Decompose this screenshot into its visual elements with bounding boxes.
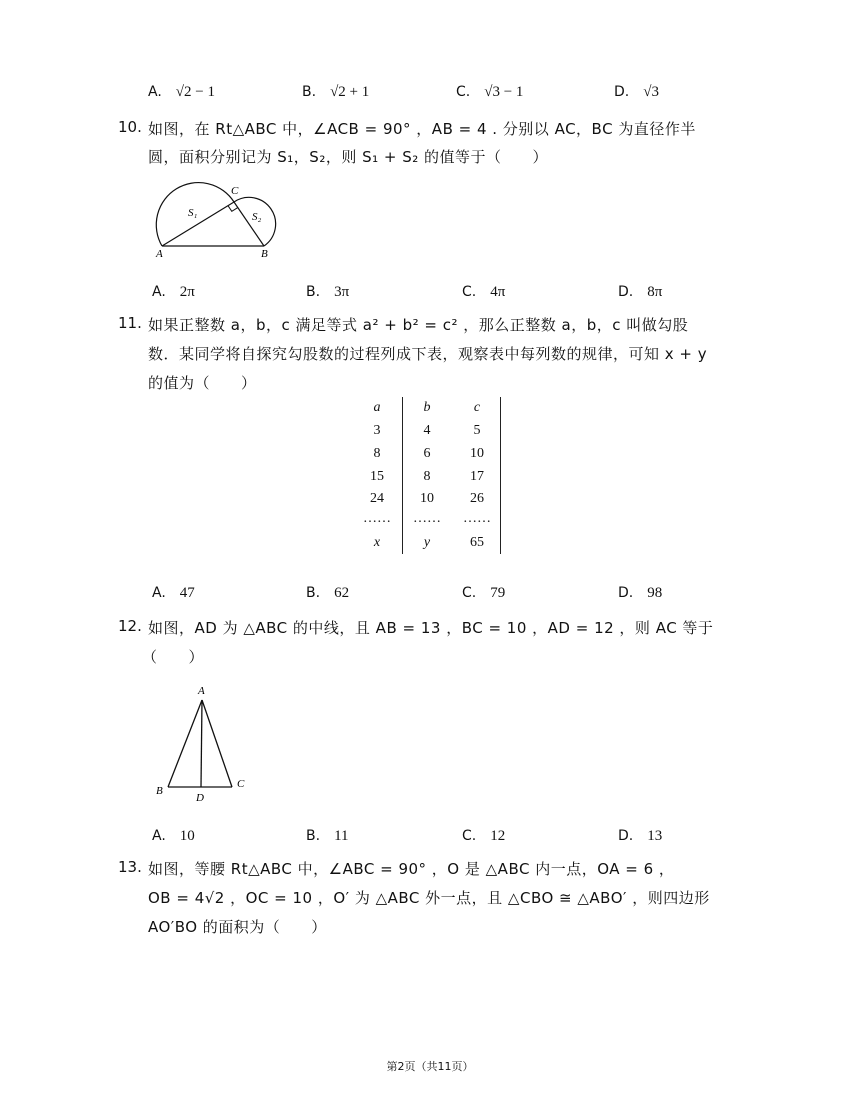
- q11-option-b: [306, 583, 349, 602]
- table-header-row: [352, 400, 502, 416]
- table-cell: 24: [370, 491, 384, 506]
- q10-option-c: [462, 282, 505, 301]
- q9-option-d: [614, 82, 659, 101]
- option-value: 8π: [647, 284, 663, 300]
- table-row: [352, 423, 502, 439]
- question-text-line: 如图，AD 为 △ABC 的中线，且 AB = 13 ，BC = 10 ，AD = 12 ，则 AC 等于: [148, 619, 714, 637]
- table-cell: 65: [470, 535, 484, 550]
- q9-option-b: [302, 82, 369, 101]
- triangle-figure: [150, 680, 260, 806]
- table-cell: 5: [473, 423, 481, 438]
- table-cell: 6: [423, 446, 431, 461]
- option-value: 79: [490, 585, 506, 601]
- question-text-line: AO′BO 的面积为（ ）: [148, 918, 327, 936]
- table-cell: 8: [373, 446, 381, 461]
- option-value: 98: [647, 585, 663, 601]
- option-letter: D.: [618, 585, 634, 601]
- option-letter: D.: [618, 828, 634, 844]
- option-letter: B.: [306, 828, 321, 844]
- q11-option-d: [618, 583, 662, 602]
- option-value: 62: [334, 585, 350, 601]
- figure-label-a: A: [198, 685, 205, 697]
- option-value: √3: [643, 84, 659, 100]
- figure-label-c: C: [237, 778, 245, 790]
- option-value: 4π: [490, 284, 506, 300]
- pythagorean-table: [352, 397, 504, 554]
- figure-label-s2: S₂: [252, 211, 262, 223]
- question-text-line: （ ）: [142, 648, 205, 666]
- question-number: 13.: [118, 858, 142, 876]
- option-letter: C.: [456, 84, 471, 100]
- table-header: b: [423, 400, 431, 415]
- option-value: 47: [179, 585, 195, 601]
- option-value: √3 − 1: [484, 84, 524, 100]
- option-value: 12: [490, 828, 506, 844]
- table-row: [352, 469, 502, 485]
- q10-option-d: [618, 282, 662, 301]
- q12-option-b: [306, 826, 349, 845]
- table-header: c: [473, 400, 481, 415]
- figure-label-c: C: [231, 185, 239, 197]
- q11-option-c: [462, 583, 505, 602]
- table-header: a: [373, 400, 381, 415]
- question-number: 11.: [118, 314, 142, 332]
- question-text-line: 数．某同学将自探究勾股数的过程列成下表，观察表中每列数的规律，可知 x + y: [148, 345, 708, 363]
- table-row: [352, 511, 502, 527]
- table-cell: 8: [423, 469, 431, 484]
- question-text-line: 的值为（ ）: [148, 374, 257, 392]
- option-letter: A.: [152, 585, 166, 601]
- figure-label-b: B: [261, 248, 268, 260]
- option-letter: A.: [152, 828, 166, 844]
- figure-label-s1: S₁: [188, 207, 198, 219]
- table-cell: 17: [470, 469, 484, 484]
- q9-option-a: [148, 82, 215, 101]
- option-letter: B.: [306, 585, 321, 601]
- table-row: [352, 491, 502, 507]
- option-letter: B.: [302, 84, 317, 100]
- option-letter: B.: [306, 284, 321, 300]
- q10-option-a: [152, 282, 195, 301]
- table-cell: 26: [470, 491, 484, 506]
- q12-option-c: [462, 826, 505, 845]
- table-cell: ……: [363, 511, 391, 526]
- page-footer: 第2页（共11页）: [386, 1060, 474, 1073]
- option-letter: C.: [462, 284, 477, 300]
- option-value: 13: [647, 828, 663, 844]
- q12-option-d: [618, 826, 662, 845]
- question-number: 12.: [118, 617, 142, 635]
- q9-option-c: [456, 82, 523, 101]
- table-cell: y: [423, 535, 431, 550]
- option-value: 10: [179, 828, 195, 844]
- option-letter: C.: [462, 828, 477, 844]
- option-letter: D.: [614, 84, 630, 100]
- question-text-line: 圆，面积分别记为 S₁，S₂，则 S₁ + S₂ 的值等于（ ）: [148, 148, 549, 166]
- option-value: 11: [334, 828, 349, 844]
- option-letter: C.: [462, 585, 477, 601]
- table-row: [352, 535, 502, 551]
- question-text-line: OB = 4√2 ，OC = 10 ，O′ 为 △ABC 外一点，且 △CBO ≅ △ABO′ ，则四边形: [148, 889, 710, 907]
- option-value: 3π: [334, 284, 350, 300]
- q12-option-a: [152, 826, 195, 845]
- option-value: √2 − 1: [175, 84, 215, 100]
- table-cell: 15: [370, 469, 384, 484]
- option-letter: D.: [618, 284, 634, 300]
- table-cell: 3: [373, 423, 381, 438]
- option-value: √2 + 1: [330, 84, 370, 100]
- table-row: [352, 446, 502, 462]
- table-cell: x: [373, 535, 381, 550]
- question-text-line: 如图，在 Rt△ABC 中，∠ACB = 90° ，AB = 4 . 分别以 AC，BC 为直径作半: [148, 120, 696, 138]
- q10-option-b: [306, 282, 349, 301]
- question-number: 10.: [118, 118, 142, 136]
- table-cell: ……: [413, 511, 441, 526]
- figure-label-b: B: [156, 785, 163, 797]
- q11-option-a: [152, 583, 195, 602]
- option-letter: A.: [148, 84, 162, 100]
- semicircles-figure: [150, 176, 290, 260]
- question-text-line: 如图，等腰 Rt△ABC 中，∠ABC = 90° ，O 是 △ABC 内一点，OA = 6 ，: [148, 860, 675, 878]
- table-cell: 4: [423, 423, 431, 438]
- figure-label-d: D: [196, 792, 204, 804]
- table-cell: ……: [463, 511, 491, 526]
- option-value: 2π: [179, 284, 195, 300]
- table-cell: 10: [420, 491, 434, 506]
- question-text-line: 如果正整数 a，b，c 满足等式 a² + b² = c² ，那么正整数 a，b，c 叫做勾股: [148, 316, 689, 334]
- option-letter: A.: [152, 284, 166, 300]
- figure-label-a: A: [156, 248, 163, 260]
- table-cell: 10: [470, 446, 484, 461]
